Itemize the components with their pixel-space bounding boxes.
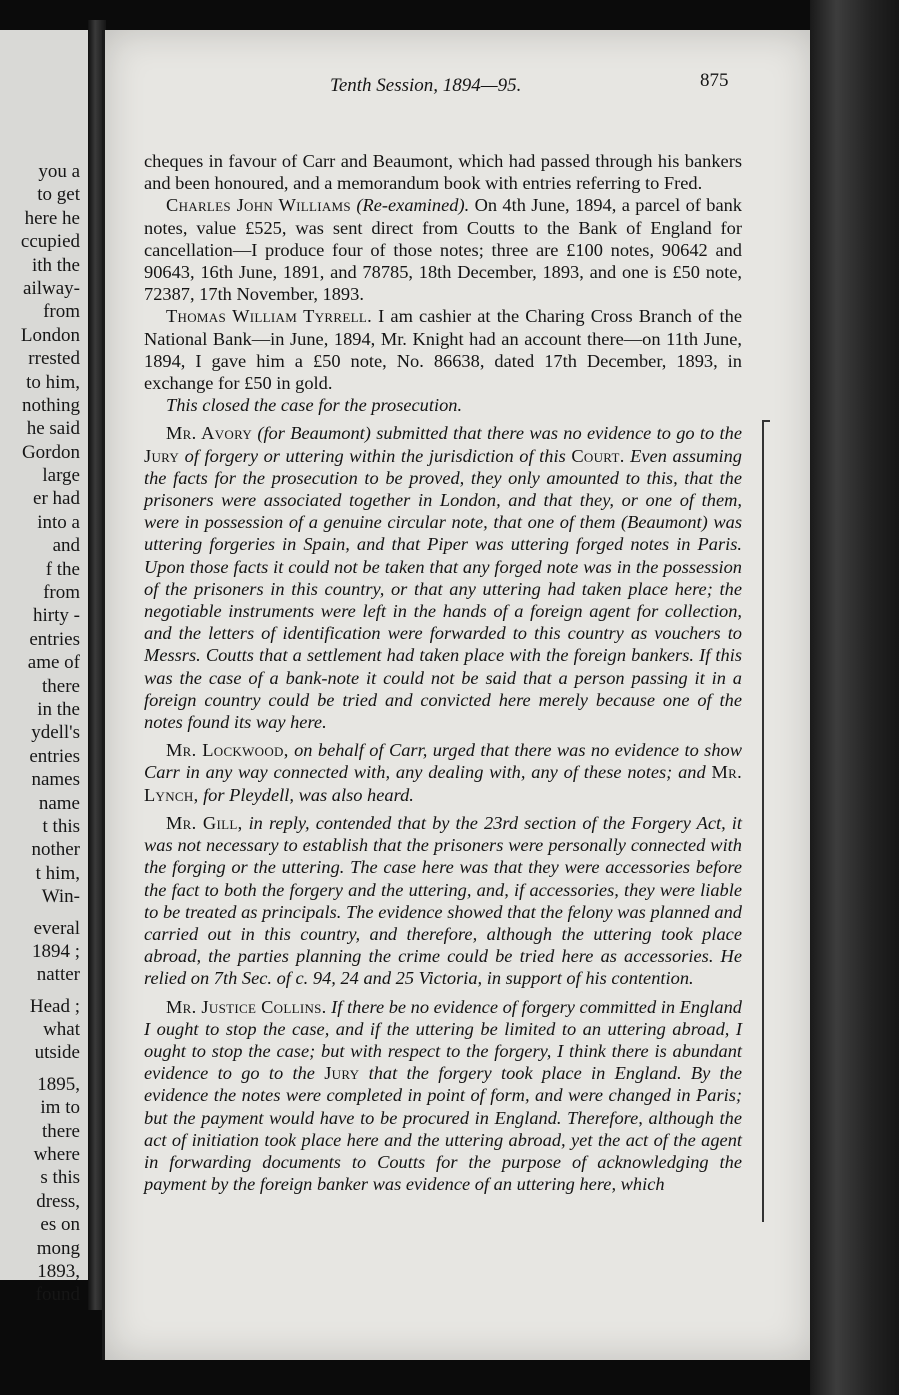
left-page-line: and [52, 535, 80, 557]
left-page-text-fragments [0, 160, 80, 1307]
left-page-line: Gordon [21, 441, 80, 463]
left-page-line: natter [36, 964, 80, 986]
left-page-line: from [43, 301, 80, 323]
left-page-line: in the [37, 698, 80, 720]
left-page-line: Win- [41, 886, 80, 908]
left-page-line: 1894 ; [31, 940, 80, 962]
left-page-line: t him, [35, 862, 80, 884]
paragraph-justice-collins [144, 996, 742, 1196]
counsel-name: Mr. Avory [166, 423, 253, 444]
reply-text: in reply, contended that by the 23rd section of the Forgery Act, it was not necessary to establish that the prisoners were personally connected with the forging or the uttering. The case here was that they were accessories before the fact to both the forgery and the uttering, and, if accessories, they were liable to be treated as principals. The evidence showed that the felony was planned and carried out in this country, and therefore, although the uttering took place abroad, the parties planning the crime could be tried here as accessories. He relied on 7th Sec. of c. 94, 24 and 25 Victoria, in support of his contention. [144, 812, 743, 989]
left-page-line: into a [37, 511, 80, 533]
left-page-line: hirty - [33, 605, 80, 627]
left-page-line: names [31, 769, 80, 791]
left-page-line: large [42, 465, 80, 487]
margin-pencil-bracket [762, 420, 770, 1222]
left-page-line: er had [33, 488, 80, 510]
left-page-line: s this [40, 1167, 80, 1189]
left-page-line: entries [29, 628, 80, 650]
submission-text: for Pleydell, was also heard. [198, 784, 414, 805]
left-page-line: es on [40, 1214, 80, 1236]
left-page-line: Head ; [29, 995, 80, 1017]
left-page-line: nother [31, 839, 80, 861]
left-page-line [0, 1065, 80, 1073]
left-page-line: there [42, 1120, 80, 1142]
submission-text: on behalf of Carr, urged that there was no evidence to show Carr in any way connected with, any dealing with, any of these notes; and [144, 740, 742, 783]
witness-name: Thomas William Tyrrell. [166, 306, 372, 327]
paragraph-case-closed: This closed the case for the prosecution. [166, 395, 463, 416]
page-edge-shadow [810, 0, 899, 1395]
left-page-line: he said [26, 418, 80, 440]
running-head: Tenth Session, 1894—95. [330, 75, 522, 96]
left-page-line: London [20, 324, 80, 346]
left-page-line: 1893, [37, 1260, 80, 1282]
page-number: 875 [700, 70, 729, 91]
witness-testimony: I am cashier at the Charing Cross Branch of the National Bank—in June, 1894, Mr. Knight had an account there—on 11th June, 1894, I gave him a £50 note, No. 86638, dated 17th December, 1893, in exchange for £50 in gold. [144, 306, 742, 394]
left-facing-page [0, 30, 92, 1306]
left-page-line [0, 987, 80, 995]
left-page-line: from [43, 582, 80, 604]
left-page-line: im to [40, 1097, 80, 1119]
jury-word: Jury [144, 445, 180, 466]
left-page-line [0, 909, 80, 917]
left-page-line: what [43, 1019, 80, 1041]
left-page-line: everal [33, 917, 80, 939]
left-page-line: utside [34, 1042, 80, 1064]
submission-text: (for Beaumont) submitted that there was no evidence to go to the [252, 423, 742, 444]
paragraph-williams [144, 194, 742, 305]
left-page-line: nothing [21, 394, 80, 416]
left-page-line: to get [37, 184, 80, 206]
jury-word: Jury [324, 1063, 360, 1084]
left-page-line: ith the [31, 254, 80, 276]
left-page-line: ccupied [20, 231, 80, 253]
left-page-line: dress, [36, 1190, 80, 1212]
ruling-text: If there be no evidence of forgery committed in England I ought to stop the case, and if the uttering be limited to an uttering abroad, I ought to stop the case; but with respect to the forgery, I think there is abundant evidence to go to the [144, 996, 742, 1084]
submission-text: Even assuming the facts for the prosecution to be proved, they only amounted to this, that the prisoners were associated together in London, and that they, or one of them, were in possession of a genuine circular note, that one of them (Beaumont) was uttering forgeries in Spain, and that Piper was uttering forged notes in Paris. Upon those facts it could not be taken that any forged note was in the possession of the prisoners in this country, or that any uttering had taken place here; the negotiable instruments were left in the hands of a foreign agent for collection, and the letters of identification were forwarded to this country as vouchers to Messrs. Coutts that a settlement had taken place with the foreign bankers. If this was the case of a bank-note it could not be said that a person passing it in a foreign country could be tried and convicted here merely because one of the notes found its way here. [144, 445, 742, 733]
witness-name: Charles John Williams [166, 195, 351, 216]
witness-testimony: On 4th June, 1894, a parcel of bank notes, value £525, was sent direct from Coutts to the Bank of England for cancellation—I produce four of those notes; three are £100 notes, 90642 and 90643, 16th June, 1891, and 78785, 18th December, 1893, and one is £50 note, 72387, 17th November, 1893. [144, 195, 743, 305]
left-page-line: ame of [27, 652, 80, 674]
left-page-line: t this [42, 815, 80, 837]
paragraph-continuation: cheques in favour of Carr and Beaumont, which had passed through his bankers and been honoured, and a memorandum book with entries referring to Fred. [144, 151, 742, 194]
left-page-line: where [33, 1144, 80, 1166]
left-page-line: ydell's [31, 722, 80, 744]
counsel-name: Mr. Gill, [166, 812, 243, 833]
left-page-line: ailway- [23, 277, 80, 299]
paragraph-lockwood [144, 739, 742, 806]
left-page-line: 1895, [37, 1073, 80, 1095]
counsel-name: Mr. Lynch, [144, 762, 742, 805]
paragraph-tyrrell [144, 305, 742, 394]
judge-name: Mr. Justice Collins. [166, 996, 327, 1017]
witness-role: (Re-examined). [356, 195, 470, 216]
submission-text: of forgery or uttering within the jurisdiction of this [179, 445, 572, 466]
left-page-line: name [38, 792, 80, 814]
left-page-line: there [42, 675, 80, 697]
page-body [144, 150, 742, 1195]
paragraph-avory [144, 422, 742, 733]
left-page-line: to him, [26, 371, 80, 393]
ruling-text: that the forgery took place in England. By the evidence the notes were completed in point of form, and were changed in Paris; but the payment would have to be procured in England. Therefore, although the act of initiation took place here and the uttering abroad, yet the act of the agent in forwarding documents to Coutts for the purpose of acknowledging the payment by the foreign banker was evidence of an uttering here, which [144, 1063, 742, 1195]
left-page-line: mong [36, 1237, 80, 1259]
left-page-line: found [35, 1284, 80, 1306]
left-page-line: here he [24, 207, 80, 229]
left-page-line: f the [45, 558, 80, 580]
counsel-name: Mr. Lockwood, [166, 740, 289, 761]
paragraph-gill [144, 812, 742, 990]
left-page-line: you a [38, 161, 80, 182]
court-word: Court. [571, 445, 625, 466]
left-page-line: rrested [28, 348, 80, 370]
left-page-line: entries [29, 745, 80, 767]
